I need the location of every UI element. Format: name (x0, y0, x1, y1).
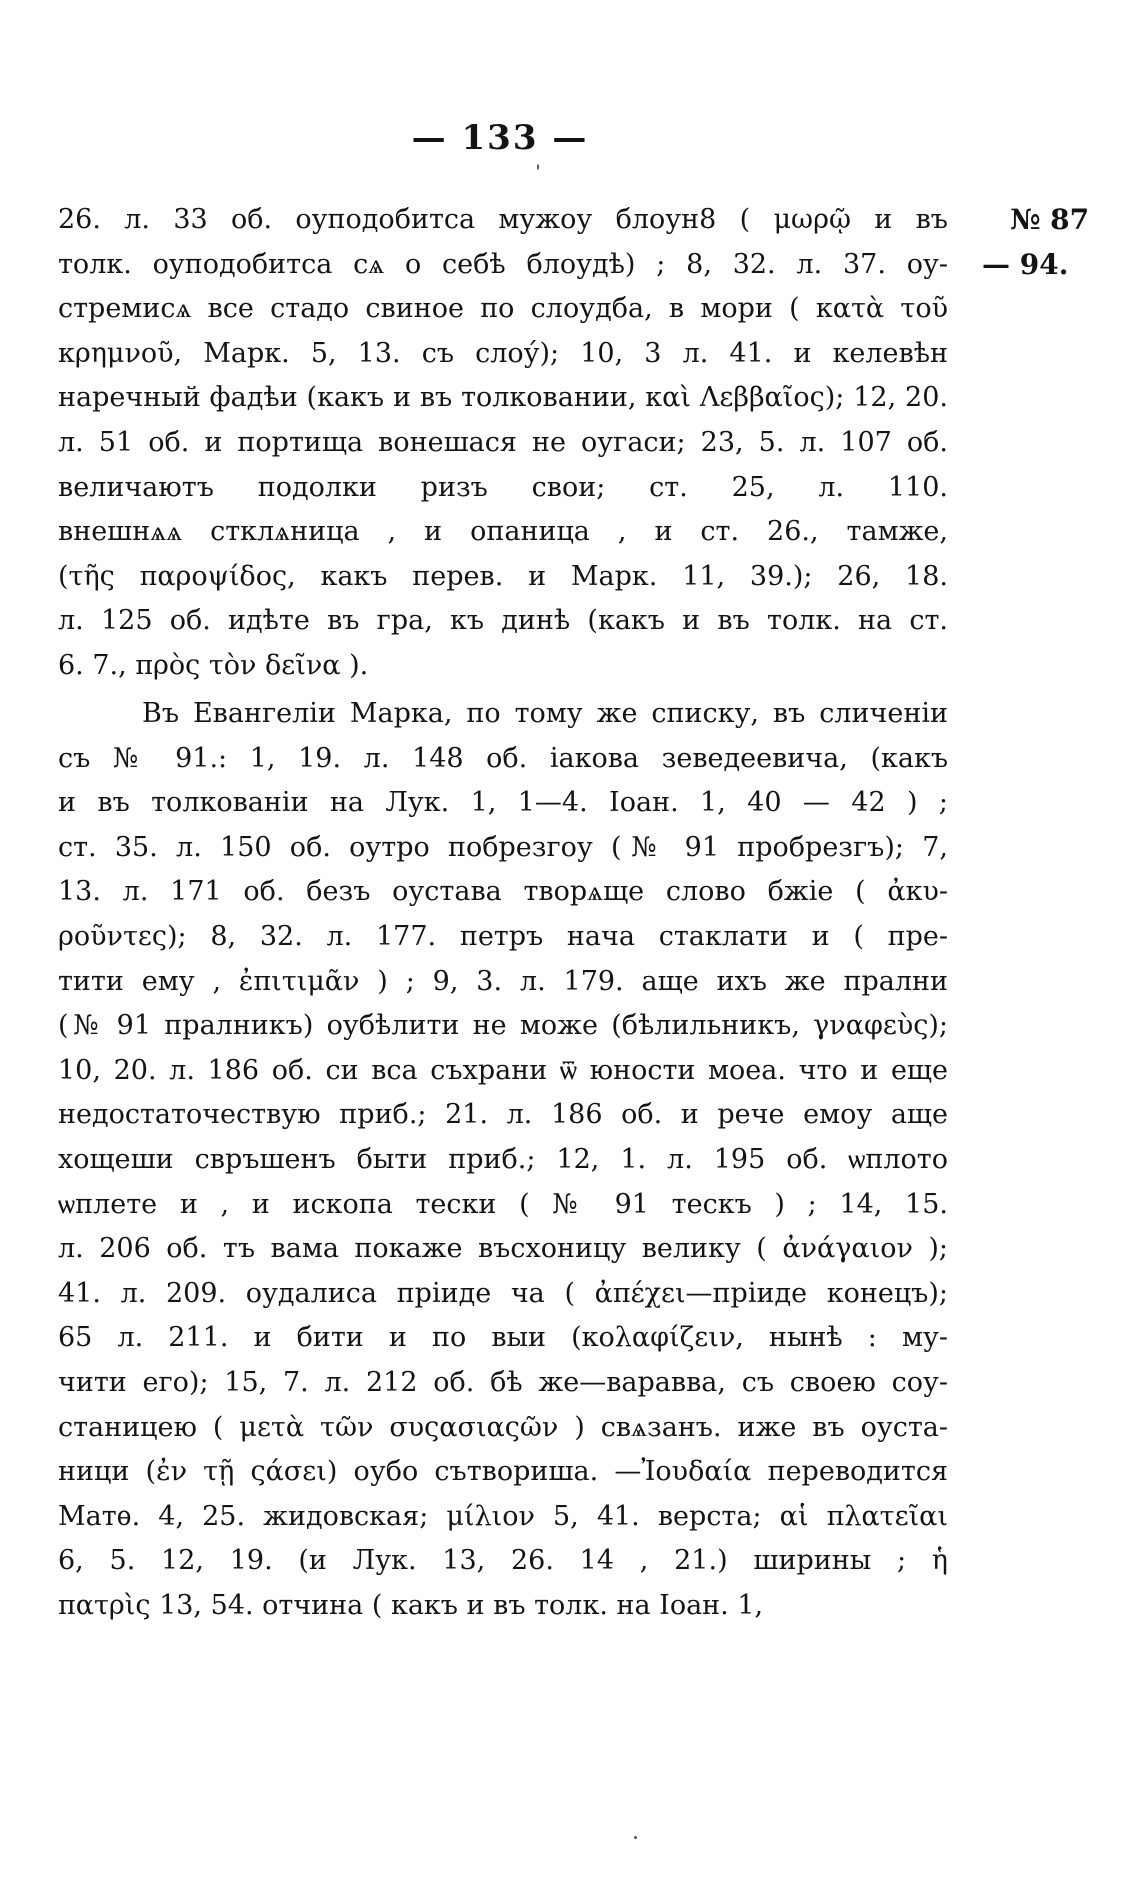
text-line: недостаточествую приб.; 21. л. 186 об. и рече емоу аще (58, 1099, 948, 1131)
text-line: тити ему , ἐπιτιμᾶν ) ; 9, 3. л. 179. аще ихъ же прални (58, 965, 948, 997)
paper-speck (634, 1836, 637, 1839)
text-line: л. 51 об. и портища вонешася не оугаси; 23, 5. л. 107 об. (58, 426, 948, 458)
text-line: ст. 35. л. 150 об. оутро побрезгоу (№ 91 пробрезгъ); 7, (58, 831, 948, 863)
text-line: 26. л. 33 об. оуподобитса мужоу блоун8 ( μωρῷ и въ (58, 204, 948, 235)
text-line: наречный фадѣи (какъ и въ толковании, καὶ Λεββαῖος); 12, 20. (58, 382, 948, 414)
text-line: 41. л. 209. оудалиса пріиде ча ( ἀπέχει—пріиде конецъ); (58, 1277, 948, 1309)
text-line: и въ толкованіи на Лук. 1, 1—4. Іоан. 1, 40 — 42 ) ; (58, 787, 948, 819)
paragraph-1 (58, 198, 948, 689)
text-line: (№ 91 пралникъ) оубѣлити не може (бѣлильникъ, γναφεὺς); (58, 1010, 948, 1042)
text-line: внешнѧѧ стклѧница , и опаница , и ст. 26., тамже, (58, 516, 948, 548)
text-line: 10, 20. л. 186 об. си вса съхрани ѿ юности моеа. что и еще (58, 1054, 948, 1086)
text-line: л. 206 об. тъ вама покаже въсхоницу велику ( ἀνάγαιον ); (58, 1233, 948, 1265)
text-line: хощеши свръшенъ быти приб.; 12, 1. л. 195 об. ѡплото (58, 1143, 948, 1175)
text-line: станицею ( μετὰ τῶν συςασιαςῶν ) свѧзанъ. иже въ оуста- (58, 1411, 948, 1443)
text-line: л. 125 об. идѣте въ гра, къ динѣ (какъ и въ толк. на ст. (58, 605, 948, 637)
text-line: толк. оуподобитса сѧ о себѣ блоудѣ) ; 8, 32. л. 37. оу- (58, 248, 948, 280)
text-line: κρημνοῦ, Марк. 5, 13. съ слоу́); 10, 3 л. 41. и келевѣн (58, 337, 948, 369)
text-line: 13. л. 171 об. безъ оустава творѧще слово бжіе ( ἀκυ- (58, 876, 948, 908)
text-line: стремисѧ все стадо свиное по слоудба, в мори ( κατὰ τοῦ (58, 293, 948, 325)
text-line: (τῆς παροψίδος, какъ перев. и Марк. 11, 39.); 26, 18. (58, 560, 948, 592)
paper-speck (537, 164, 539, 170)
text-line: 6, 5. 12, 19. (и Лук. 13, 26. 14 , 21.) ширины ; ἡ (58, 1545, 948, 1577)
text-line: 6. 7., πρὸς τὸν δεῖνα ). (58, 649, 369, 681)
text-line: πατρὶς 13, 54. отчина ( какъ и въ толк. на Іоан. 1, (58, 1589, 764, 1621)
text-line: ροῦντες); 8, 32. л. 177. петръ нача стаклати и ( пре- (58, 920, 948, 952)
text-line: 65 л. 211. и бити и по выи (κολαφίζειν, нынѣ : му- (58, 1322, 948, 1354)
margin-note: № 87 (1010, 203, 1090, 236)
page-number: — 133 — (411, 118, 589, 158)
text-line: Въ Евангеліи Марка, по тому же списку, въ сличеніи (142, 698, 948, 729)
paragraph-2 (58, 692, 948, 1628)
text-line: ници (ἐν τῇ ςάσει) оубо сътвориша. —Ἰουδαία переводится (58, 1456, 948, 1488)
margin-note: — 94. (982, 248, 1069, 281)
text-line: съ № 91.: 1, 19. л. 148 об. іакова зеведеевича, (какъ (58, 742, 948, 774)
text-line: чити его); 15, 7. л. 212 об. бѣ же—варавва, съ своею соу- (58, 1366, 948, 1398)
text-line: ѡплете и , и ископа тески ( № 91 тескъ ) ; 14, 15. (58, 1188, 948, 1220)
text-line: величаютъ подолки ризъ свои; ст. 25, л. 110. (58, 471, 948, 503)
text-line: Матѳ. 4, 25. жидовская; μίλιον 5, 41. верста; αἱ πλατεῖαι (58, 1500, 948, 1532)
